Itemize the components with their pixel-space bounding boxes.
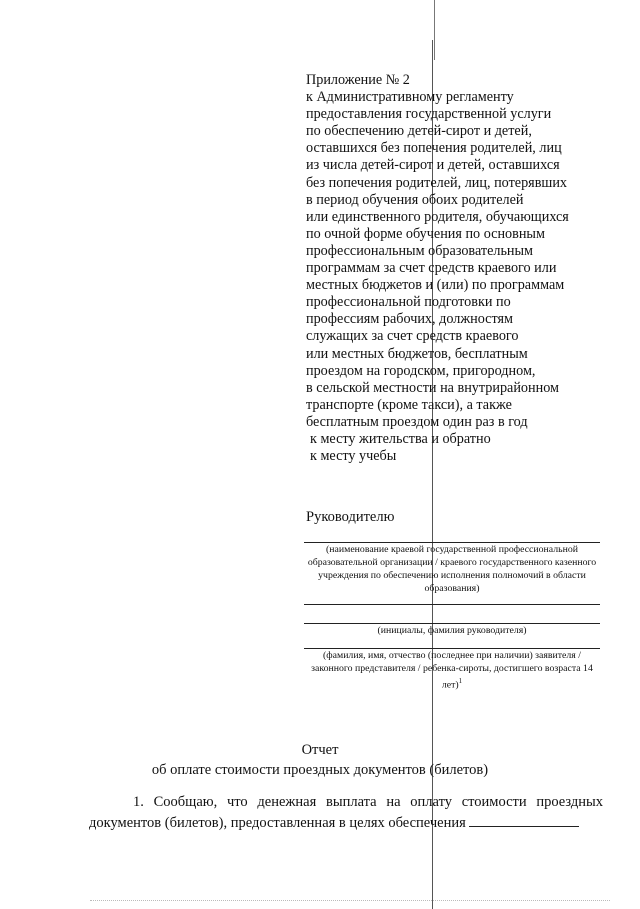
head-name-field [304, 623, 600, 637]
appendix-line: местных бюджетов и (или) по программам [306, 277, 565, 294]
appendix-line: по очной форме обучения по основным [306, 225, 545, 242]
appendix-line: бесплатным проездом один раз в год [306, 413, 528, 430]
organization-name-field [304, 542, 600, 595]
paragraph-text: 1. Сообщаю, что денежная выплата на оплату стоимости проездных документов (билетов), предоставленная в целях обеспечения [89, 794, 603, 831]
appendix-line: к месту жительства и обратно [310, 430, 491, 447]
appendix-line: профессиональной подготовки по [306, 294, 511, 311]
appendix-line: или местных бюджетов, бесплатным [306, 345, 528, 362]
appendix-line: программам за счет средств краевого или [306, 260, 557, 277]
organization-name-extra-line [304, 604, 600, 605]
appendix-line: профессиям рабочих, должностям [306, 311, 513, 328]
appendix-line: без попечения родителей, лиц, потерявших [306, 174, 567, 191]
appendix-line: по обеспечению детей-сирот и детей, [306, 123, 532, 140]
appendix-line: оставшихся без попечения родителей, лиц [306, 140, 562, 157]
appendix-line: Приложение № 2 [306, 72, 410, 88]
appendix-line: в сельской местности на внутрирайонном [306, 379, 560, 396]
appendix-line: профессиональным образовательным [306, 242, 534, 259]
addressee-heading: Руководителю [306, 509, 395, 525]
head-caption: (инициалы, фамилия руководителя) [377, 625, 527, 636]
appendix-header [306, 72, 606, 465]
organization-caption: (наименование краевой государственной профессиональной образовательной организации / краевого государственного казенного учреждения по обеспечению исполнения полномочий в области образования) [307, 544, 597, 594]
appendix-line: или единственного родителя, обучающихся [306, 208, 569, 225]
appendix-line: из числа детей-сирот и детей, оставшихся [306, 157, 560, 174]
appendix-line: к Административному регламенту [306, 89, 514, 106]
applicant-name-field [304, 648, 600, 691]
scan-artifact-top [434, 0, 435, 60]
appendix-line: предоставления государственной услуги [306, 106, 552, 123]
appendix-line: проездом на городском, пригородном, [306, 362, 536, 379]
report-title: Отчет [301, 742, 339, 758]
fill-in-blank[interactable] [469, 814, 579, 827]
appendix-line: в период обучения обоих родителей [306, 191, 524, 208]
footnote-mark: 1 [458, 677, 463, 685]
scan-artifact-bottom [90, 900, 610, 902]
report-paragraph-1 [89, 792, 603, 834]
appendix-line: служащих за счет средств краевого [306, 328, 519, 345]
appendix-line: к месту учебы [310, 448, 397, 465]
report-subtitle: об оплате стоимости проездных документов (билетов) [151, 762, 489, 778]
appendix-line: транспорте (кроме такси), а также [306, 396, 512, 413]
applicant-caption: (фамилия, имя, отчество (последнее при наличии) заявителя / законного представителя / ребенка-сироты, достигшего возраста 14 лет) [311, 650, 593, 691]
